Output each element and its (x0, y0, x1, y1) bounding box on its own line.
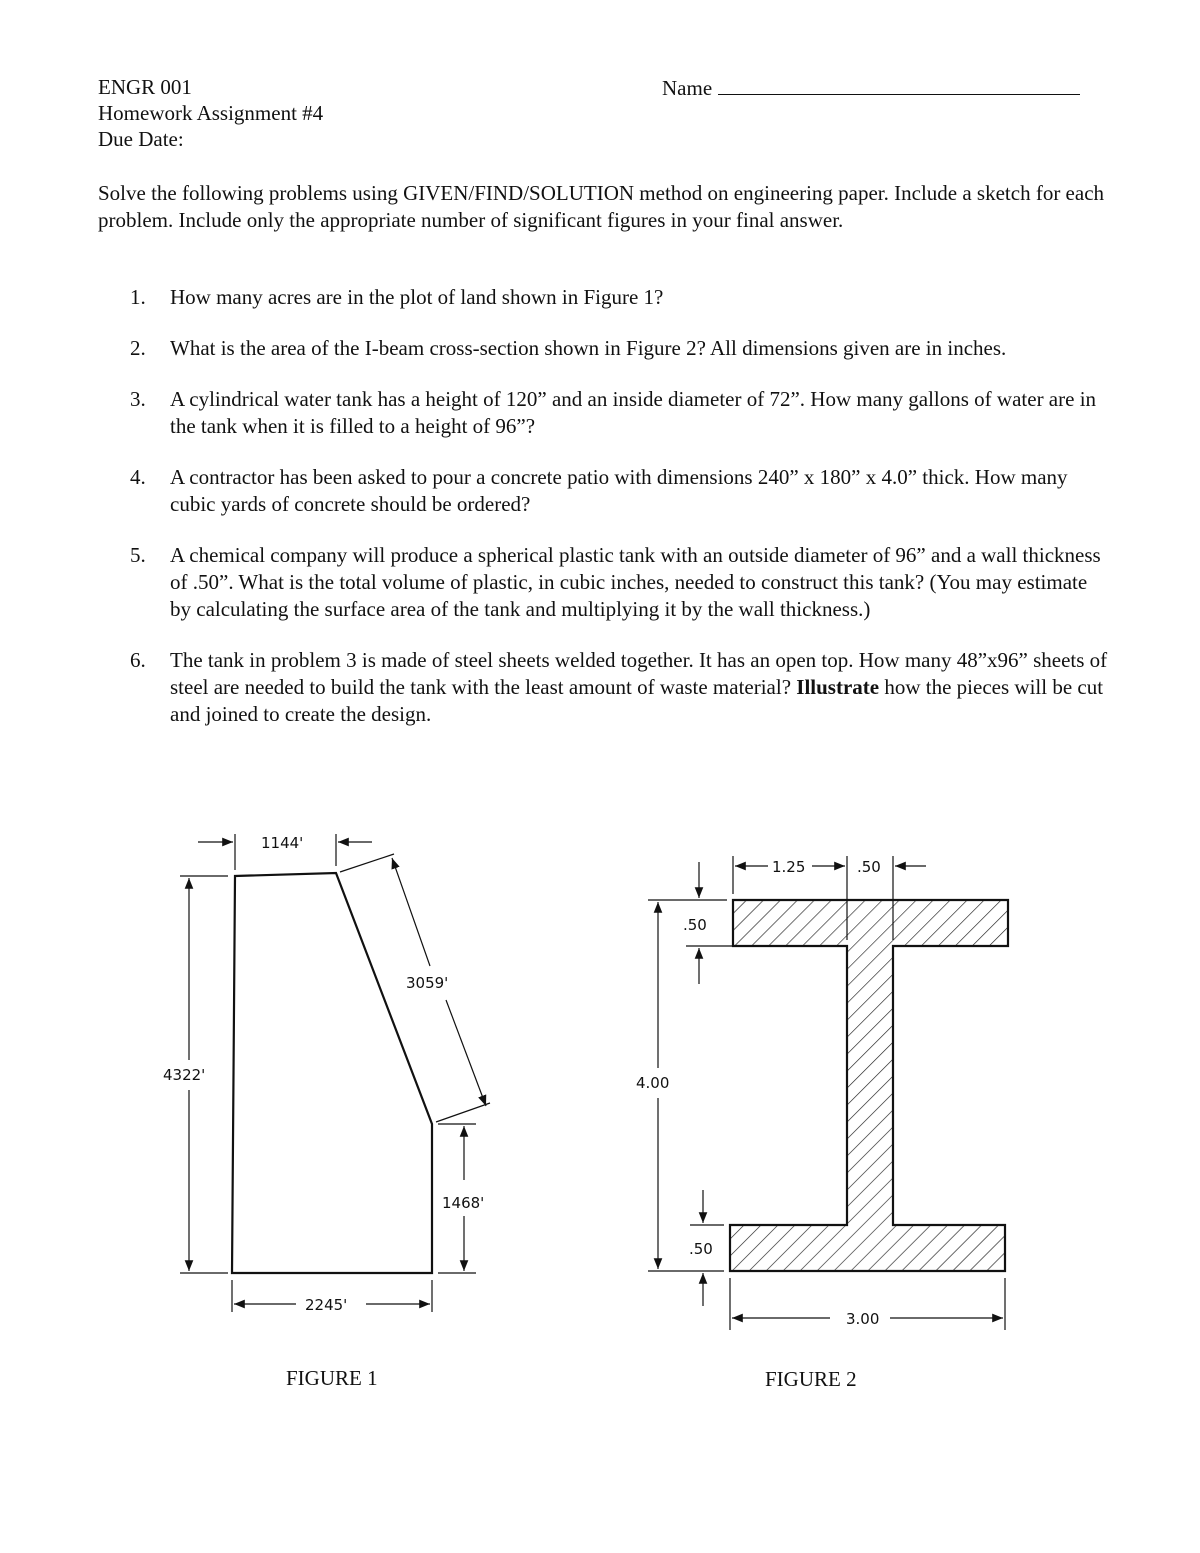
problem-6: 6. The tank in problem 3 is made of steel sheets welded together. It has an open top. How many 48”x96” sheets of steel are needed to build the tank with the least amount of waste material? Illustrate how the pieces will be cut and joined to create the design. (130, 648, 1108, 726)
dim-top-1144: 1144' (261, 834, 304, 852)
figure-2-caption: FIGURE 2 (765, 1367, 857, 1391)
problem-4: 4. A contractor has been asked to pour a concrete patio with dimensions 240” x 180” x 4.0” thick. How many cubic yards of concrete should be ordered? (130, 465, 1068, 516)
problem-1: 1. How many acres are in the plot of land shown in Figure 1? (130, 285, 664, 309)
instructions: Solve the following problems using GIVEN/FIND/SOLUTION method on engineering paper. Include a sketch for each problem. Include only the appropriate number of significant figures in your final answer. (98, 181, 1105, 232)
assignment-title: Homework Assignment #4 (98, 101, 324, 125)
dim-flange-overhang: 1.25 (772, 858, 806, 876)
ibeam-section (730, 900, 1008, 1271)
name-label: Name (662, 76, 713, 100)
dim-right-1468: 1468' (442, 1194, 485, 1212)
figure-1-plot (180, 834, 490, 1312)
dim-overall-height: 4.00 (636, 1074, 670, 1092)
problem-3: 3. A cylindrical water tank has a height of 120” and an inside diameter of 72”. How many gallons of water are in the tank when it is filled to a height of 96”? (130, 387, 1097, 438)
dim-web-width: .50 (857, 858, 881, 876)
dim-bottom-flange: .50 (689, 1240, 713, 1258)
dim-overall-width: 3.00 (846, 1310, 880, 1328)
figure-1-caption: FIGURE 1 (286, 1366, 378, 1390)
dim-bottom-2245: 2245' (305, 1296, 348, 1314)
problem-5: 5. A chemical company will produce a spherical plastic tank with an outside diameter of 96” and a wall thickness of .50”. What is the total volume of plastic, in cubic inches, needed to construct this tank? (You may estimate by calculating the surface area of the tank and multiplying it by the wall thickness.) (130, 543, 1101, 621)
dim-top-flange: .50 (683, 916, 707, 934)
illustrate-emphasis: Illustrate (796, 675, 880, 699)
dim-slant-3059: 3059' (406, 974, 449, 992)
dim-left-4322: 4322' (163, 1066, 206, 1084)
course-code: ENGR 001 (98, 75, 192, 99)
due-date-label: Due Date: (98, 127, 184, 151)
problem-2: 2. What is the area of the I-beam cross-section shown in Figure 2? All dimensions given are in inches. (130, 336, 1007, 360)
land-plot-outline (232, 873, 432, 1273)
